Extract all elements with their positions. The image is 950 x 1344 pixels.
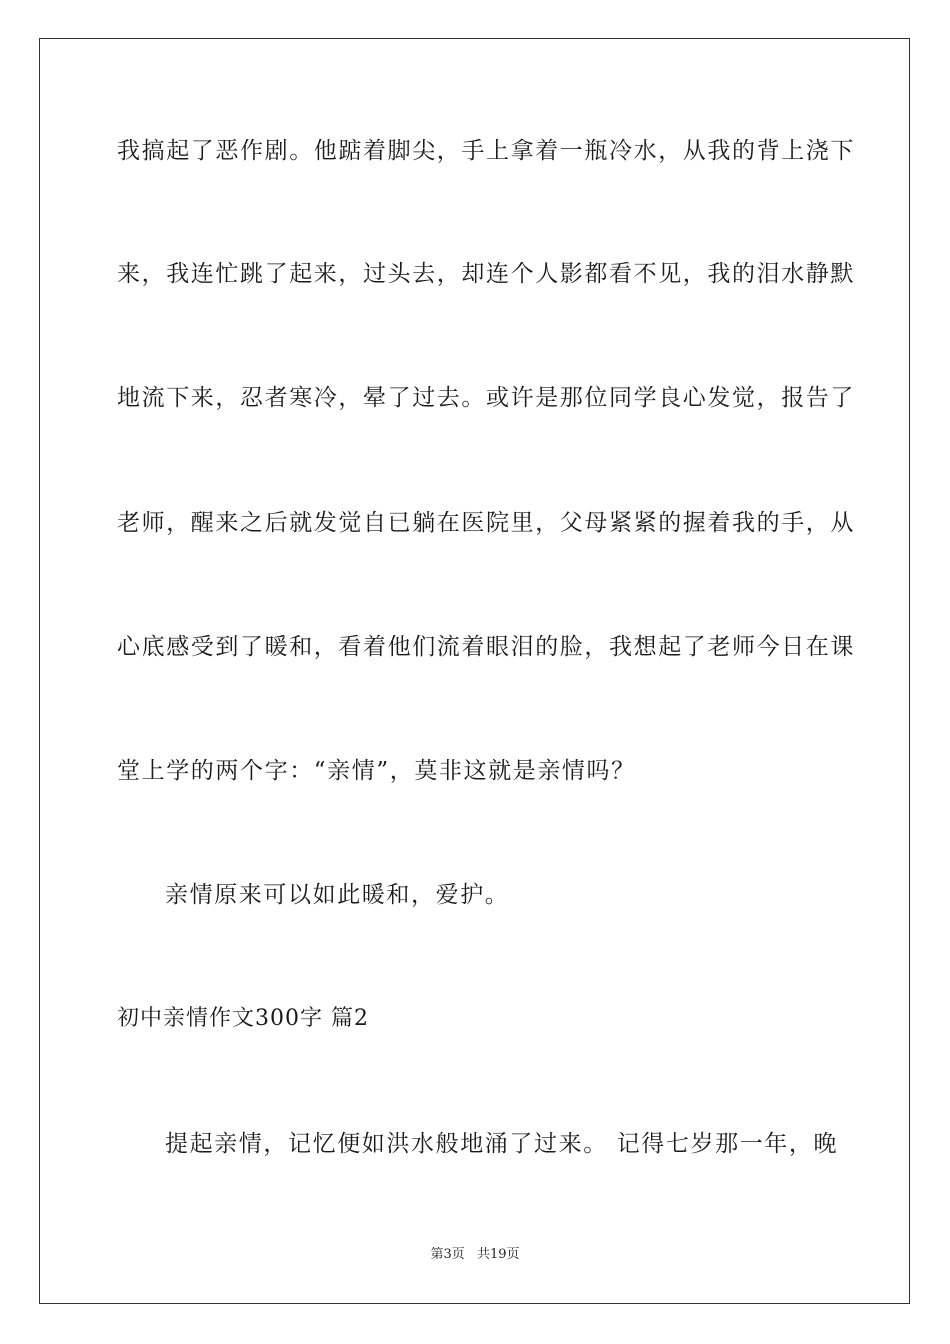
body-line-6: 堂上学的两个字：“亲情”，莫非这就是亲情吗？ [117, 758, 636, 784]
body-line-2: 来，我连忙跳了起来，过头去，却连个人影都看不见，我的泪水静默 [117, 261, 855, 287]
body-line-5: 心底感受到了暖和，看着他们流着眼泪的脸，我想起了老师今日在课 [117, 634, 855, 660]
body-line-4: 老师，醒来之后就发觉自已躺在医院里，父母紧紧的握着我的手，从 [117, 510, 855, 536]
page-border [39, 38, 910, 1304]
body-line-3: 地流下来，忍者寒冷，晕了过去。或许是那位同学良心发觉，报告了 [117, 385, 855, 411]
section-heading: 初中亲情作文300字 篇2 [117, 1006, 369, 1031]
paragraph-affection: 亲情原来可以如此暖和，爱护。 [165, 882, 510, 908]
paragraph-memory: 提起亲情，记忆便如洪水般地涌了过来。 记得七岁那一年，晚 [165, 1131, 839, 1157]
page-total: 共19页 [476, 1247, 520, 1262]
page-footer [0, 1246, 950, 1264]
page-number: 第3页 [430, 1247, 465, 1262]
body-line-1: 我搞起了恶作剧。他踮着脚尖，手上拿着一瓶冷水，从我的背上浇下 [117, 138, 855, 164]
